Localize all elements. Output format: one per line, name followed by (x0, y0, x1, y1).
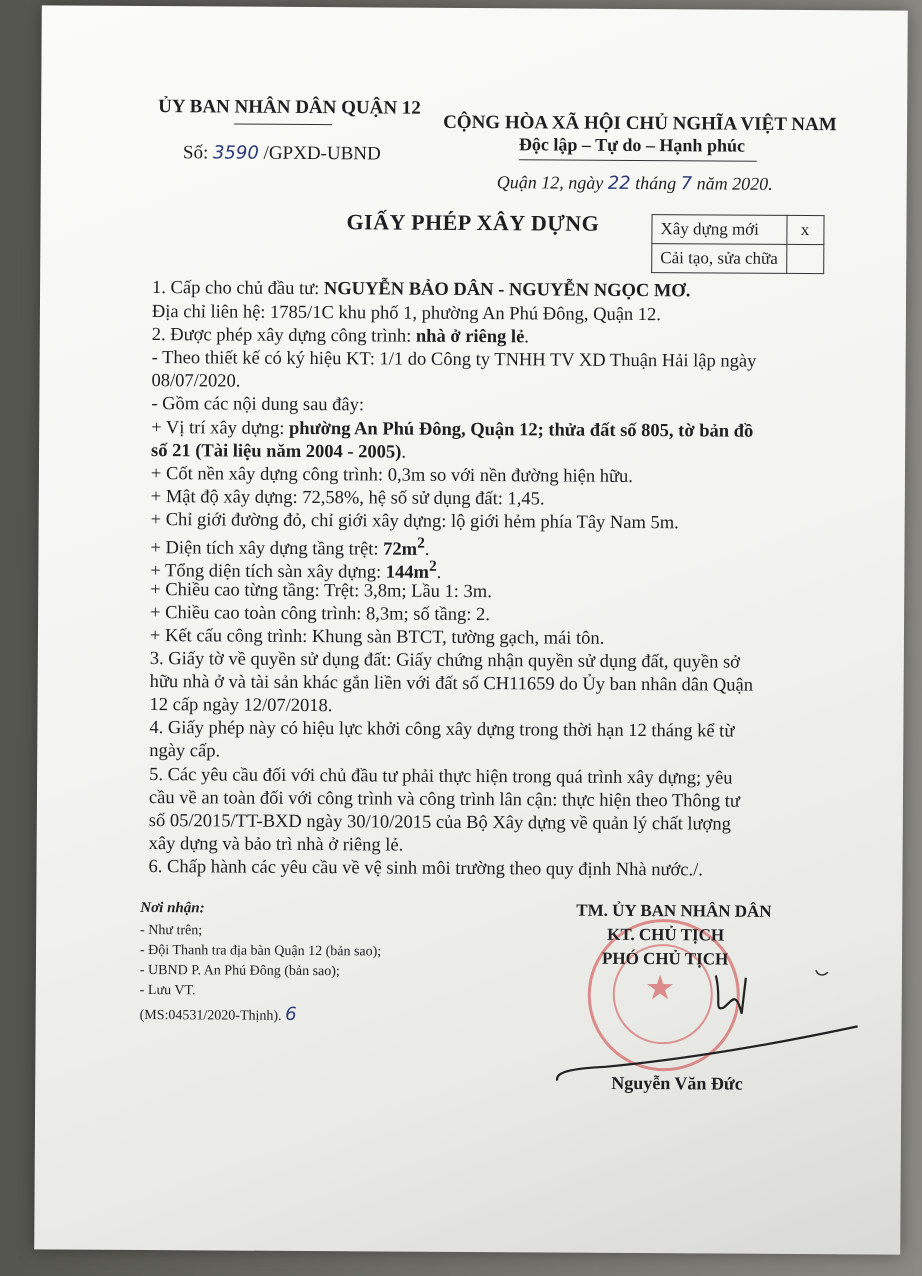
item-3-land-docs: 3. Giấy tờ về quyền sử dụng đất: Giấy chứng nhận quyền sử dụng đất, quyền sở (149, 649, 741, 673)
date-suffix: năm 2020. (696, 173, 773, 194)
design-date: 08/07/2020. (151, 371, 241, 392)
signer-authority: TM. ỦY BAN NHÂN DÂN (576, 900, 772, 921)
requirements-cont-1: cầu về an toàn đối với công trình và công trình lân cận: thực hiện theo Thông tư (148, 788, 741, 812)
recipients-title: Nơi nhận: (140, 899, 205, 917)
area-unit-exp: 2 (417, 534, 425, 552)
permit-type-mark (786, 244, 823, 273)
permit-type-label: Xây dựng mới (652, 215, 787, 245)
agency-underline (234, 124, 332, 126)
ref-text: (MS:04531/2020-Thịnh). (139, 1007, 282, 1024)
boundary-line: + Chỉ giới đường đỏ, chỉ giới xây dựng: lộ giới hẻm phía Tây Nam 5m. (150, 510, 679, 534)
handwritten-signature (545, 968, 866, 1090)
map-sheet-value: số 21 (Tài liệu năm 2004 - 2005) (151, 441, 402, 463)
national-motto: Độc lập – Tự do – Hạnh phúc (518, 134, 746, 156)
land-docs-cont: hữu nhà ở và tài sản khác gắn liền với đất số CH11659 do Ủy ban nhân dân Quận (149, 672, 754, 696)
number-label: Số: (182, 142, 209, 164)
validity-cont: ngày cấp. (149, 741, 221, 762)
text: + Vị trí xây dựng: (151, 418, 290, 439)
contact-address: Địa chỉ liên hệ: 1785/1C khu phố 1, phường An Phú Đông, Quận 12. (151, 302, 662, 326)
text: . (401, 442, 407, 463)
item-1-owner (152, 278, 690, 302)
item-6-environment: 6. Chấp hành các yêu cầu về vệ sinh môi trường theo quy định Nhà nước./. (148, 857, 704, 881)
ref-handwritten: 6 (285, 1003, 297, 1025)
land-docs-date: 12 cấp ngày 12/07/2018. (149, 695, 333, 717)
requirements-cont-2: số 05/2015/TT-BXD ngày 30/10/2015 của Bộ Xây dựng về quản lý chất lượng (148, 811, 731, 835)
date-prefix: Quận 12, ngày (496, 172, 604, 193)
permit-type-table (651, 214, 824, 274)
signer-title: PHÓ CHỦ TỊCH (601, 948, 729, 969)
date-month: 7 (680, 173, 693, 195)
signer-position: KT. CHỦ TỊCH (607, 924, 725, 945)
text: . (436, 562, 442, 583)
issue-date (497, 172, 773, 195)
motto-underline (519, 159, 757, 161)
area-value: 144m (385, 562, 429, 583)
design-reference: - Theo thiết kế có ký hiệu KT: 1/1 do Công ty TNHH TV XD Thuận Hải lập ngày (151, 348, 757, 372)
permit-type-row (652, 244, 824, 274)
issuing-agency (158, 96, 421, 120)
total-height: + Chiều cao toàn công trình: 8,3m; số tầng: 2. (150, 603, 490, 626)
star-icon: ★ (644, 970, 676, 1008)
text: + Tổng diện tích sàn xây dựng: (150, 561, 386, 583)
document-number (183, 142, 381, 165)
owner-names: NGUYỄN BẢO DÂN - NGUYỄN NGỌC MƠ. (323, 279, 691, 302)
area-unit-exp: 2 (428, 557, 437, 575)
recipient-item: - Lưu VT. (139, 982, 196, 999)
structure: + Kết cấu công trình: Khung sàn BTCT, tường gạch, mái tôn. (149, 626, 605, 649)
item-5-requirements: 5. Các yêu cầu đối với chủ đầu tư phải thực hiện trong quá trình xây dựng; yêu (149, 765, 733, 789)
building-density: + Mật độ xây dựng: 72,58%, hệ số sử dụng đất: 1,45. (150, 487, 545, 510)
map-sheet-line (151, 441, 406, 464)
number-handwritten: 3590 (212, 142, 259, 164)
date-day: 22 (607, 172, 631, 194)
agency-text: ỦY BAN NHÂN DÂN QUẬN 12 (158, 96, 421, 119)
area-value: 72m (383, 539, 418, 560)
permit-type-mark: x (786, 215, 823, 244)
contents-intro: - Gồm các nội dung sau đây: (151, 394, 365, 416)
location-line (151, 418, 753, 443)
text: 2. Được phép xây dựng công trình: (151, 325, 416, 347)
date-mid: tháng (635, 172, 677, 194)
recipient-item: - Đội Thanh tra địa bàn Quận 12 (bản sao); (139, 942, 382, 960)
number-suffix: /GPXD-UBND (263, 142, 381, 165)
recipient-item: - Như trên; (140, 922, 203, 939)
permit-document (34, 5, 908, 1254)
permit-type-label: Cải tạo, sửa chữa (652, 244, 787, 274)
foundation-level: + Cốt nền xây dựng công trình: 0,3m so với nền đường hiện hữu. (150, 464, 633, 487)
item-4-validity: 4. Giấy phép này có hiệu lực khởi công xây dựng trong thời hạn 12 tháng kể từ (149, 718, 735, 742)
requirements-cont-3: xây dựng và bảo trì nhà ở riêng lẻ. (148, 834, 404, 856)
document-title: GIẤY PHÉP XÂY DỰNG (346, 209, 600, 236)
floor-heights: + Chiều cao từng tầng: Trệt: 3,8m; Lầu 1: 3m. (150, 580, 492, 603)
nation-title: CỘNG HÒA XÃ HỘI CHỦ NGHĨA VIỆT NAM (443, 111, 837, 136)
signer-name: Nguyễn Văn Đức (611, 1072, 743, 1094)
item-2-permitted-work (152, 325, 529, 348)
file-reference (140, 1003, 297, 1025)
location-value: phường An Phú Đông, Quận 12; thửa đất số 805, tờ bản đồ (288, 418, 754, 442)
text: . (524, 327, 530, 348)
permit-type-row (652, 215, 824, 245)
recipient-item: - UBND P. An Phú Đông (bản sao); (139, 962, 340, 980)
work-type: nhà ở riêng lẻ (415, 326, 525, 348)
text: 1. Cấp cho chủ đầu tư: (152, 278, 325, 300)
text: . (424, 539, 430, 560)
text: + Diện tích xây dựng tầng trệt: (150, 538, 384, 560)
